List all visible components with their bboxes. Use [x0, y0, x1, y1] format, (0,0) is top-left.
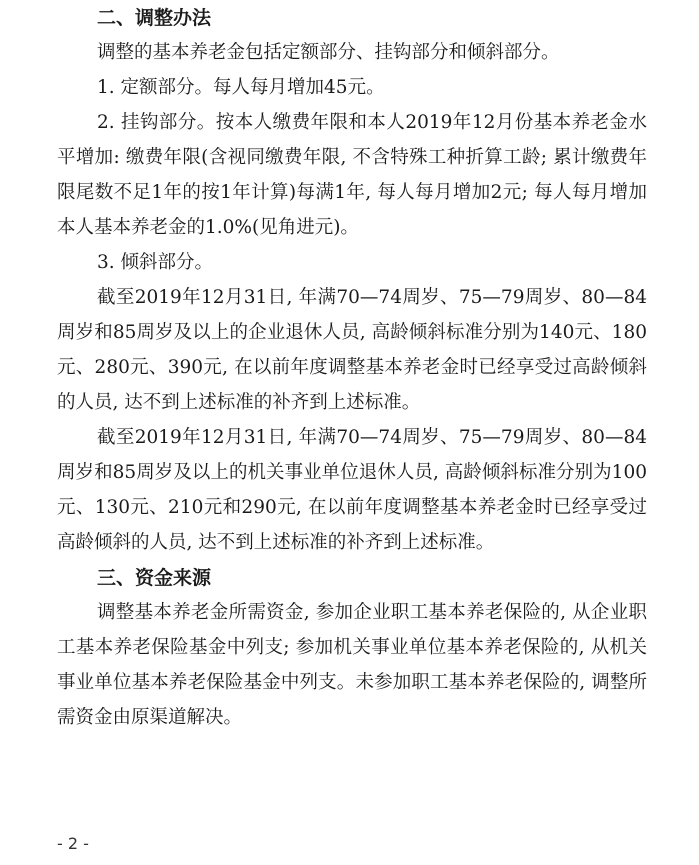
item-fixed-amount: 1. 定额部分。每人每月增加45元。 — [97, 77, 385, 98]
section-two-intro: 调整的基本养老金包括定额部分、挂钩部分和倾斜部分。 — [97, 42, 560, 63]
paragraph-institution-retirees: 截至2019年12月31日, 年满70—74周岁、75—79周岁、80—84周岁和85周岁及以上的机关事业单位退休人员, 高龄倾斜标准分别为100元、130元、210元和290元, 在以前年度调整基本养老金时已经享受过高龄倾斜的人员, 达不到上述标准的补齐到上述标准。 — [57, 427, 647, 553]
page-number: - 2 - — [57, 834, 89, 853]
document-body — [57, 2, 647, 735]
item-tilted-portion: 3. 倾斜部分。 — [97, 252, 214, 273]
section-three-heading: 三、资金来源 — [97, 567, 212, 589]
section-three-paragraph: 调整基本养老金所需资金, 参加企业职工基本养老保险的, 从企业职工基本养老保险基金中列支; 参加机关事业单位基本养老保险的, 从机关事业单位基本养老保险基金中列支。未参加职工基本养老保险的, 调整所需资金由原渠道解决。 — [57, 602, 647, 728]
paragraph-enterprise-retirees: 截至2019年12月31日, 年满70—74周岁、75—79周岁、80—84周岁和85周岁及以上的企业退休人员, 高龄倾斜标准分别为140元、180元、280元、390元, 在以前年度调整基本养老金时已经享受过高龄倾斜的人员, 达不到上述标准的补齐到上述标准。 — [57, 287, 647, 413]
item-linked-portion: 2. 挂钩部分。按本人缴费年限和本人2019年12月份基本养老金水平增加: 缴费年限(含视同缴费年限, 不含特殊工种折算工龄; 累计缴费年限尾数不足1年的按1年计算)每满1年, 每人每月增加2元; 每人每月增加本人基本养老金的1.0%(见角进元)。 — [57, 112, 647, 238]
section-two-heading: 二、调整办法 — [97, 7, 212, 29]
